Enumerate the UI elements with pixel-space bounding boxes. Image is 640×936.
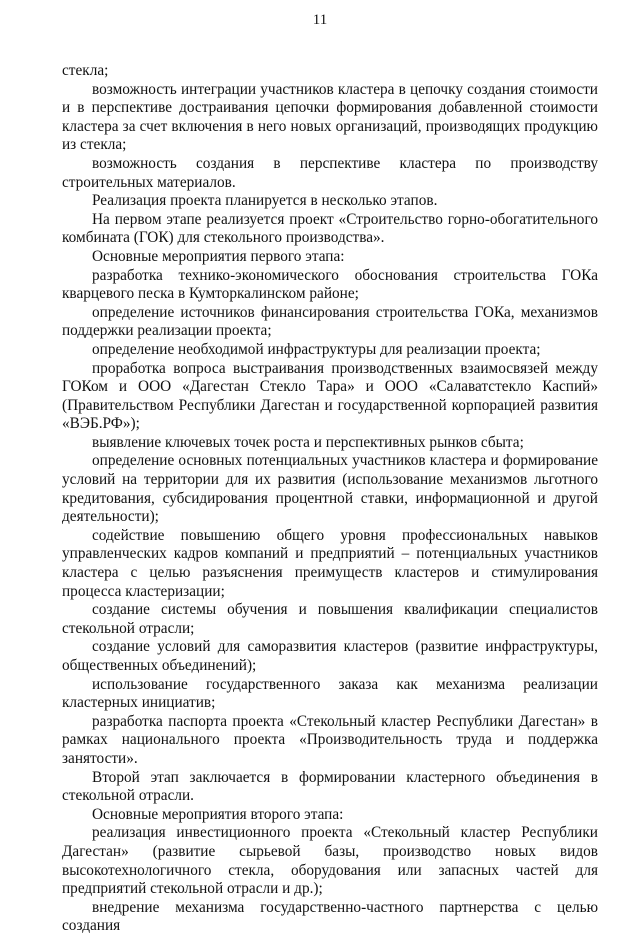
- paragraph: возможность интеграции участников кластера в цепочку создания стоимости и в перспективе достраивания цепочки формирования добавленной стоимости кластера за счет включения в него новых организаций, производящих продукцию из стекла;: [62, 80, 598, 154]
- paragraph: проработка вопроса выстраивания производственных взаимосвязей между ГОКом и ООО «Дагестан Стекло Тара» и ООО «Салаватстекло Каспий» (Правительством Республики Дагестан и государственной корпорацией развития «ВЭБ.РФ»);: [62, 359, 598, 433]
- paragraph: реализация инвестиционного проекта «Стекольный кластер Республики Дагестан» (развитие сырьевой базы, производство новых видов высокотехнологичного стекла, оборудования или запасных частей для предприятий стекольной отрасли и др.);: [62, 824, 598, 898]
- paragraph: выявление ключевых точек роста и перспективных рынков сбыта;: [92, 433, 524, 451]
- paragraph: Основные мероприятия первого этапа:: [92, 247, 345, 265]
- page-number: 11: [312, 12, 328, 28]
- paragraph: Основные мероприятия второго этапа:: [92, 805, 344, 823]
- paragraph: использование государственного заказа как механизма реализации кластерных инициатив;: [62, 675, 598, 712]
- paragraph: разработка технико-экономического обоснования строительства ГОКа кварцевого песка в Кумторкалинском районе;: [62, 266, 598, 303]
- paragraph: Реализация проекта планируется в несколько этапов.: [92, 192, 438, 210]
- paragraph: создание системы обучения и повышения квалификации специалистов стекольной отрасли;: [62, 601, 598, 637]
- document-body: [62, 62, 598, 936]
- paragraph: Второй этап заключается в формировании кластерного объединения в стекольной отрасли.: [62, 768, 598, 805]
- paragraph: определение источников финансирования строительства ГОКа, механизмов поддержки реализации проекта;: [62, 303, 598, 340]
- paragraph: разработка паспорта проекта «Стекольный кластер Республики Дагестан» в рамках национального проекта «Производительность труда и поддержка занятости».: [62, 712, 598, 767]
- paragraph: содействие повышению общего уровня профессиональных навыков управленческих кадров компаний и предприятий – потенциальных участников кластера с целью разъяснения преимуществ кластеров и стимулирования процесса кластеризации;: [62, 526, 598, 600]
- paragraph: На первом этапе реализуется проект «Строительство горно-обогатительного комбината (ГОК) для стекольного производства».: [62, 210, 598, 247]
- paragraph: создание условий для саморазвития кластеров (развитие инфраструктуры, общественных объединений);: [62, 638, 598, 674]
- paragraph: стекла;: [62, 62, 109, 79]
- paragraph: возможность создания в перспективе кластера по производству строительных материалов.: [62, 154, 598, 191]
- paragraph: внедрение механизма государственно-частного партнерства с целью создания: [62, 898, 598, 935]
- paragraph: определение основных потенциальных участников кластера и формирование условий на территории для их развития (использование механизмов льготного кредитования, субсидирования процентной ставки, информационной и другой деятельности);: [62, 452, 598, 526]
- paragraph: определение необходимой инфраструктуры для реализации проекта;: [92, 340, 541, 358]
